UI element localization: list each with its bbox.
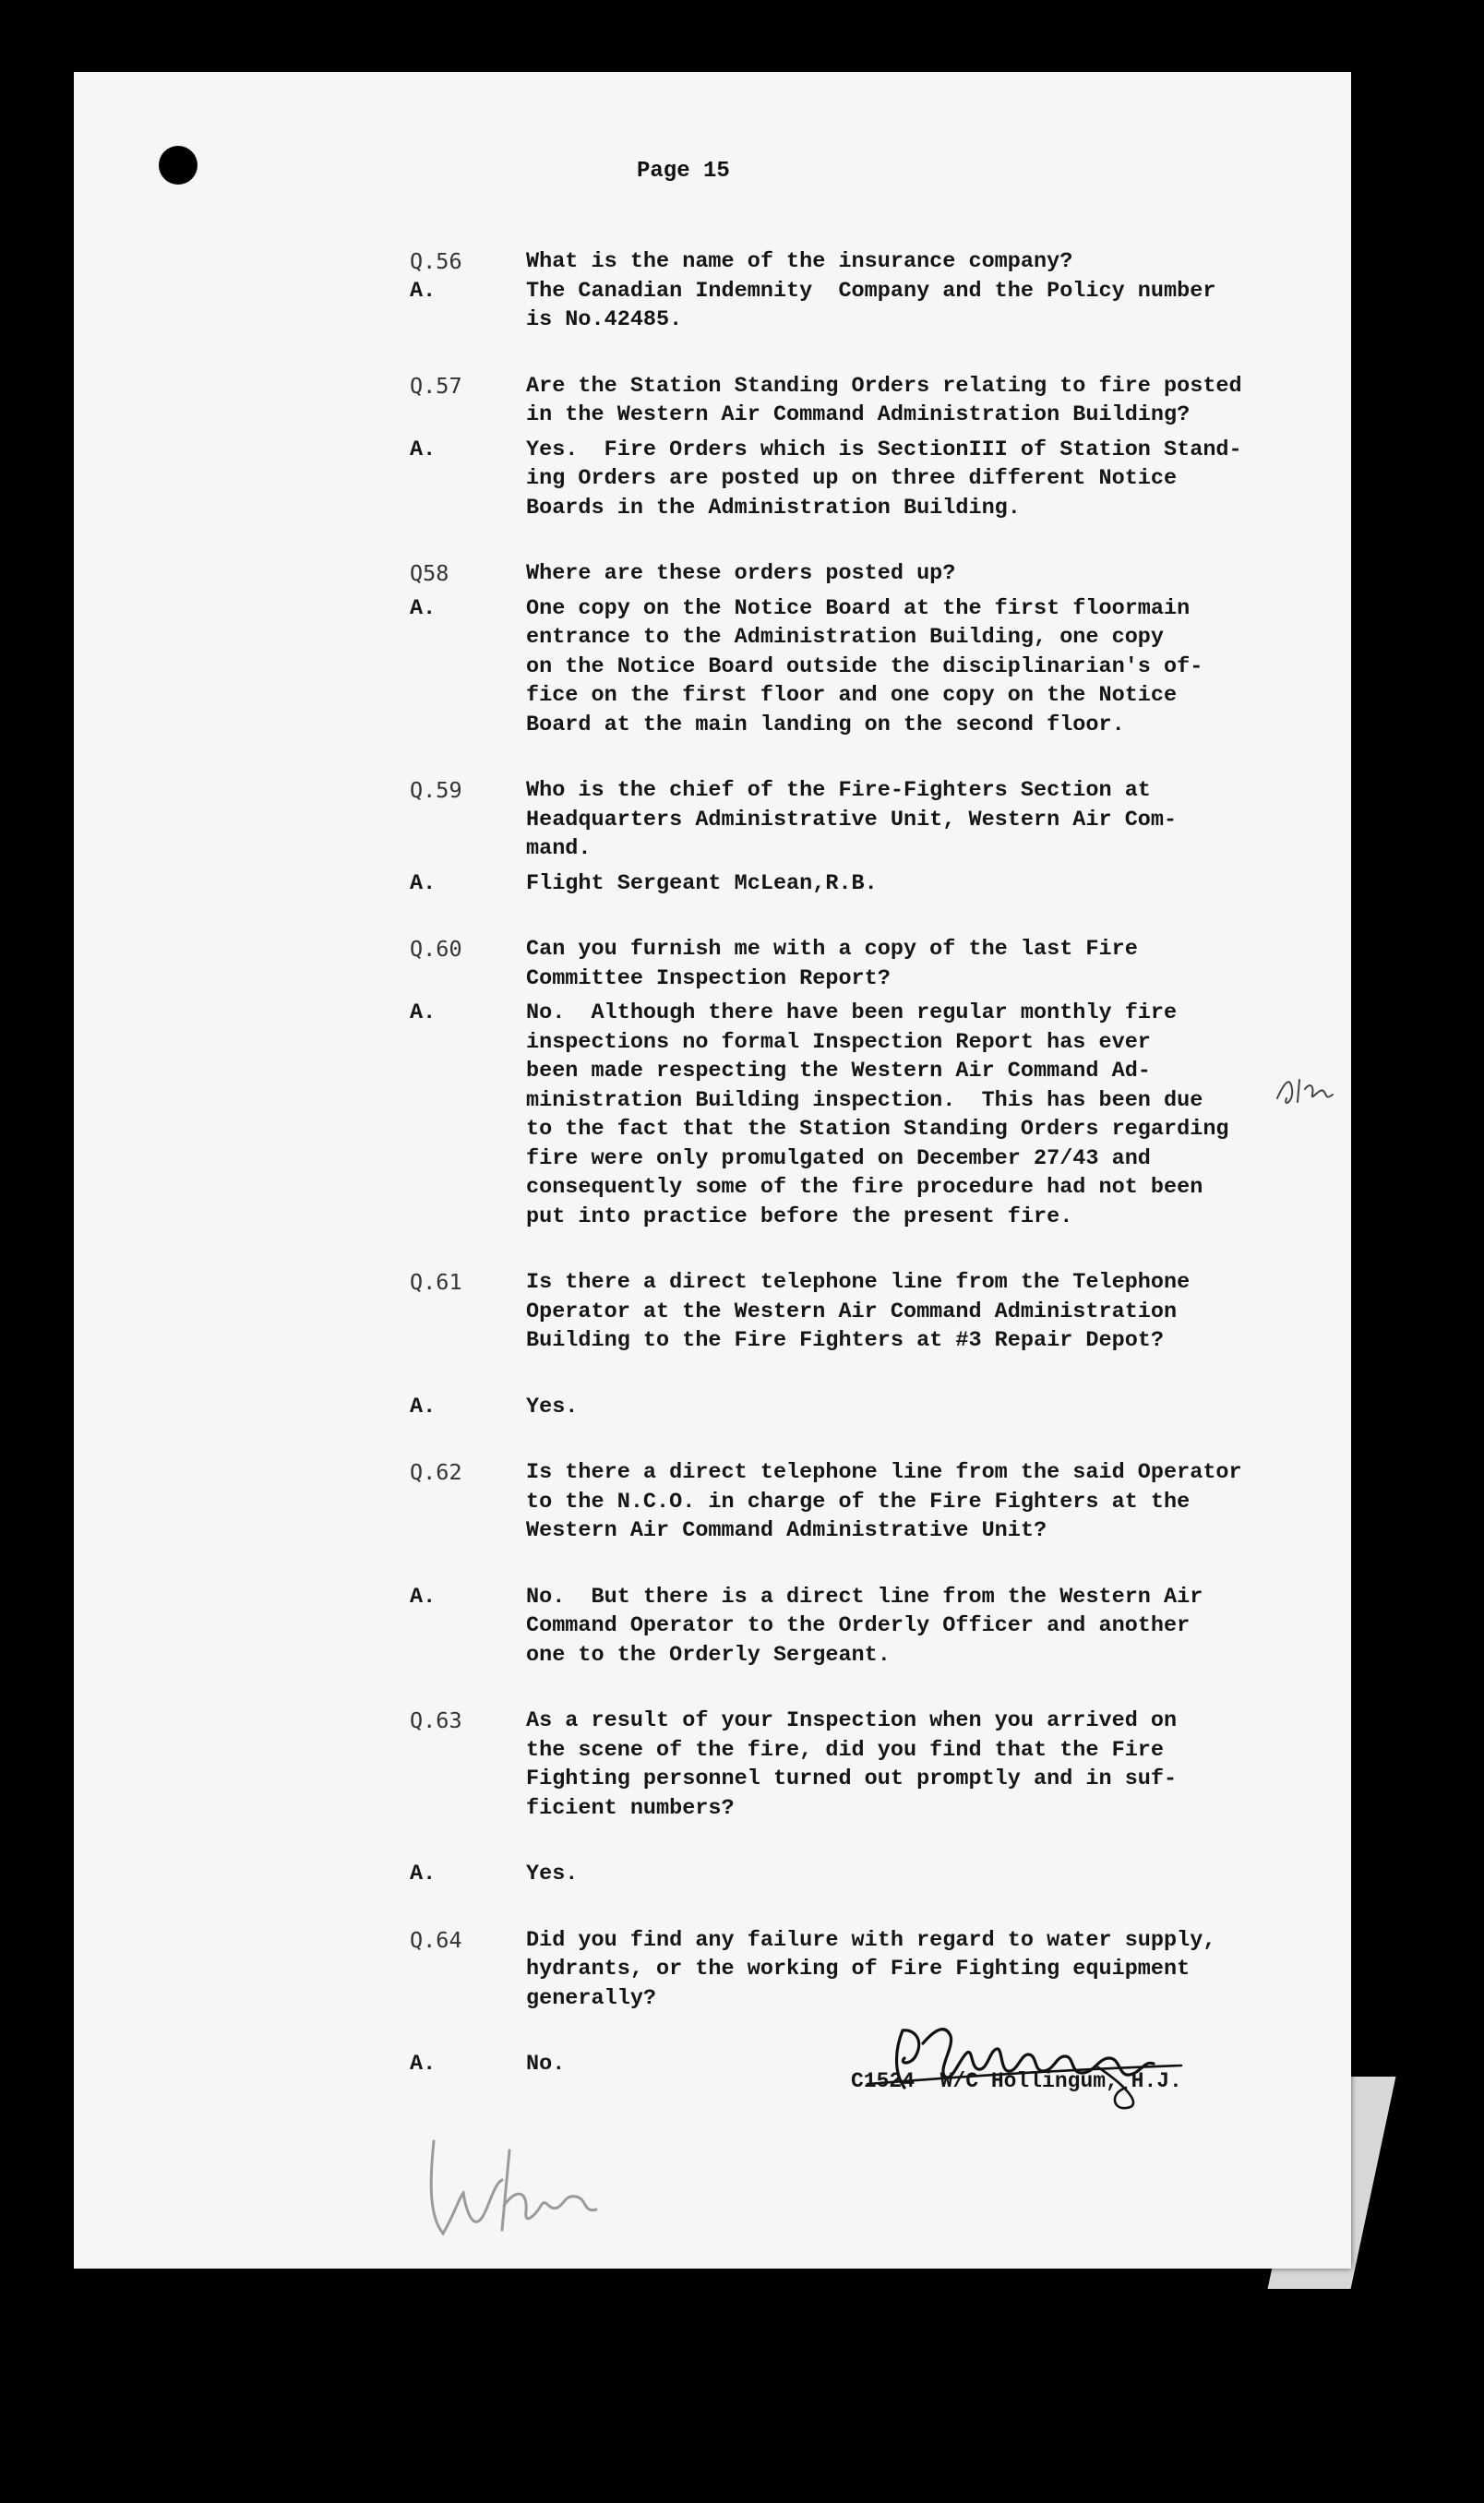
text-line: fire were only promulgated on December 27/43 and [526,1145,1151,1171]
text-line: is No.42485. [526,307,683,332]
entry-label: A. [410,870,437,896]
entry-text [526,1393,1338,1422]
entry-text [526,935,1338,993]
text-line: Who is the chief of the Fire-Fighters Section at [526,778,1151,803]
text-line: Board at the main landing on the second floor. [526,712,1125,737]
text-line: one to the Orderly Sergeant. [526,1642,891,1668]
text-line: No. Although there have been regular monthly fire [526,1000,1178,1025]
pencil-initials-icon [406,2123,646,2257]
text-line: One copy on the Notice Board at the first floormain [526,595,1191,621]
entry-text [526,999,1338,1231]
text-line: Are the Station Standing Orders relating to fire posted [526,373,1242,399]
text-line: Building to the Fire Fighters at #3 Repair Depot? [526,1328,1165,1353]
text-line: mand. [526,836,592,861]
entry-text [526,1458,1338,1546]
entry-label: A. [410,1394,437,1419]
entry-label: A. [410,1584,437,1610]
entry-text [526,869,1338,899]
entry-label: Q.64 [410,1926,462,1953]
text-line: The Canadian Indemnity Company and the Policy number [526,278,1216,304]
text-line: Yes. [526,1862,579,1886]
entry-text [526,247,1338,277]
text-line: hydrants, or the working of Fire Fighting equipment [526,1957,1191,1982]
text-line: entrance to the Administration Building, one copy [526,625,1165,650]
entry-label: Q.57 [410,372,462,399]
entry-label: A. [410,1000,437,1025]
entry-label: A. [410,278,437,304]
entry-text [526,559,1338,589]
text-line: been made respecting the Western Air Command Ad- [526,1059,1151,1084]
entry-label: Q58 [410,560,449,586]
text-line: ficient numbers? [526,1795,735,1821]
entry-text [526,277,1338,335]
text-line: Boards in the Administration Building. [526,495,1021,521]
text-line: Committee Inspection Report? [526,965,891,991]
text-line: inspections no formal Inspection Report has ever [526,1029,1151,1055]
text-line: Where are these orders posted up? [526,561,956,586]
text-line: What is the name of the insurance company? [526,249,1073,274]
page-number: Page 15 [637,159,730,184]
text-line: Operator at the Western Air Command Administration [526,1299,1178,1324]
entry-text [526,1268,1338,1356]
entry-text [526,436,1338,523]
text-line: No. [526,2052,566,2077]
text-line: Is there a direct telephone line from the Telephone [526,1270,1191,1295]
entry-text [526,594,1338,740]
entry-label: Q.56 [410,248,462,274]
text-line: to the N.C.O. in charge of the Fire Fighters at the [526,1489,1191,1515]
entry-label: A. [410,1862,437,1886]
entry-text [526,1583,1338,1671]
entry-text [526,1707,1338,1823]
text-line: ministration Building inspection. This has been due [526,1087,1203,1113]
text-line: fice on the first floor and one copy on the Notice [526,683,1178,708]
text-line: Headquarters Administrative Unit, Western Air Com- [526,807,1178,832]
text-line: Did you find any failure with regard to water supply, [526,1927,1216,1953]
text-line: No. But there is a direct line from the Western Air [526,1584,1203,1610]
entry-label: Q.63 [410,1707,462,1733]
text-line: to the fact that the Station Standing Orders regarding [526,1117,1229,1142]
text-line: on the Notice Board outside the disciplinarian's of- [526,653,1203,679]
text-line: Yes. [526,1394,579,1419]
text-line: the scene of the fire, did you find that the Fire [526,1737,1165,1763]
text-line: Can you furnish me with a copy of the last Fire [526,937,1138,962]
entry-label: Q.61 [410,1269,462,1295]
entry-label: Q.59 [410,777,462,803]
signature-caption: C1524 W/C Hollingum, H.J. [851,2069,1182,2093]
entry-label: Q.60 [410,936,462,962]
text-line: As a result of your Inspection when you arrived on [526,1708,1178,1733]
entry-text [526,1860,1338,1889]
punch-hole [159,146,197,185]
entry-text [526,372,1338,430]
signature-block [849,2003,1237,2114]
text-line: Yes. Fire Orders which is SectionIII of Station Stand- [526,437,1242,462]
entry-text [526,776,1338,864]
entry-label: A. [410,2052,437,2077]
text-line: consequently some of the fire procedure had not been [526,1175,1203,1200]
text-line: Command Operator to the Orderly Officer and another [526,1613,1191,1638]
text-line: put into practice before the present fire. [526,1204,1073,1229]
entry-text [526,1926,1338,2014]
text-line: Western Air Command Administrative Unit? [526,1518,1047,1543]
entry-label: A. [410,595,437,621]
text-line: Fighting personnel turned out promptly and in suf- [526,1766,1178,1791]
text-line: in the Western Air Command Administration Building? [526,402,1191,427]
entry-label: A. [410,437,437,462]
margin-initials-icon [1272,1061,1346,1121]
text-line: Flight Sergeant McLean,R.B. [526,870,878,896]
text-line: Is there a direct telephone line from the said Operator [526,1460,1242,1485]
text-line: ing Orders are posted up on three different Notice [526,466,1178,491]
entry-label: Q.62 [410,1459,462,1485]
handwritten-signature-icon [849,2003,1237,2114]
text-line: generally? [526,1985,657,2011]
